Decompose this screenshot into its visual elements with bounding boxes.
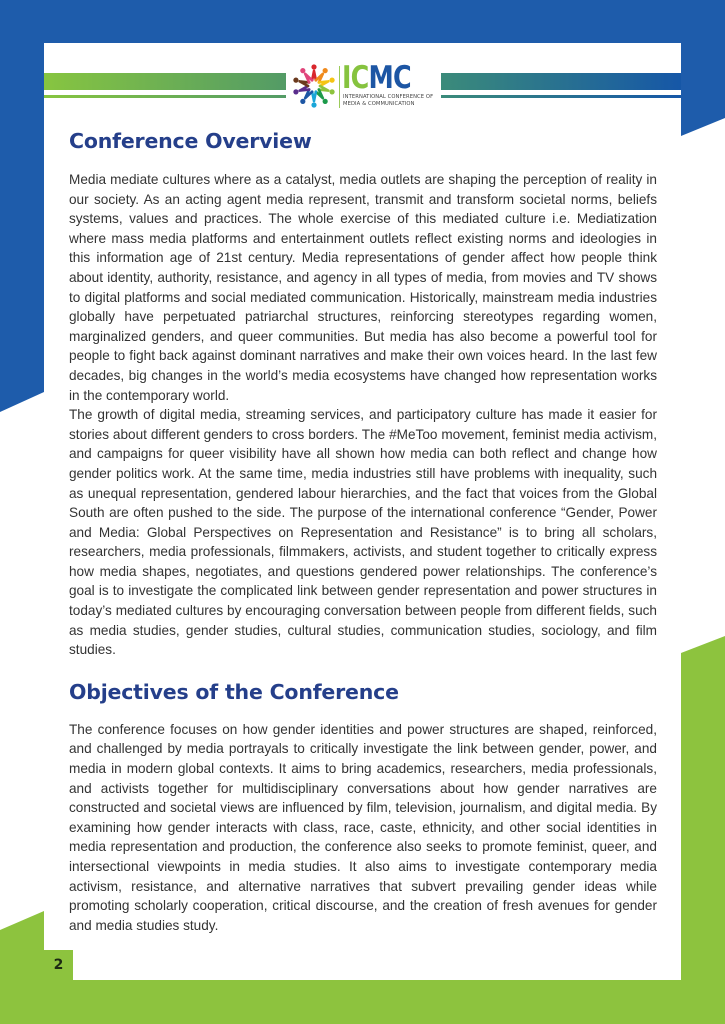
logo-wordmark-blue: MC (368, 60, 411, 96)
emblem-figure-body (312, 92, 316, 101)
page-content (69, 126, 657, 935)
emblem-figure-head (300, 68, 305, 73)
people-circle-emblem-icon (292, 63, 336, 109)
logo-divider (339, 66, 340, 108)
header-bar-left (44, 73, 286, 90)
header-rule-right (441, 95, 681, 98)
emblem-figure-head (300, 99, 305, 104)
emblem-figure-head (293, 89, 298, 94)
emblem-figure-head (311, 102, 316, 107)
logo-wordmark-green: IC (342, 60, 369, 96)
emblem-figure-head (323, 99, 328, 104)
logo-subtitle (343, 94, 443, 107)
header-bar-right (441, 73, 681, 90)
right-green-band (681, 636, 725, 1024)
logo-subtitle-line1: INTERNATIONAL CONFERENCE OF (343, 94, 434, 100)
emblem-figure-head (329, 78, 334, 83)
emblem-figure-head (311, 64, 316, 69)
logo-subtitle-line2: MEDIA & COMMUNICATION (343, 100, 415, 107)
header-rule-left (44, 95, 286, 98)
emblem-figure-head (323, 68, 328, 73)
section-heading-overview: Conference Overview (69, 129, 312, 153)
logo-wordmark (342, 62, 411, 94)
left-blue-band (0, 0, 44, 412)
overview-paragraph-2: The growth of digital media, streaming services, and participatory culture has made it easier for stories about different genders to cross borders. The #MeToo movement, feminist media activism, and campaigns for queer visibility have all shown how media can both reflect and change how gender politics work. At the same time, media industries still have problems with inequality, such as unequal representation, gendered labour hierarchies, and the fact that voices from the Global South are often pushed to the side. The purpose of the international conference “Gender, Power and Media: Global Perspectives on Representation and Resistance” is to bring all scholars, researchers, media professionals, filmmakers, activists, and student together to critically express how media shapes, negotiates, and questions gendered power relationships. The conference’s goal is to investigate the complicated link between gender representation and power structures in today’s mediated cultures by encouraging conversation between people from different fields, such as media studies, gender studies, cultural studies, communication studies, sociology, and film studies. (69, 407, 657, 658)
icmc-logo (292, 60, 438, 111)
emblem-figure-body (312, 71, 316, 80)
page-number: 2 (44, 950, 73, 980)
right-blue-band (681, 0, 725, 136)
top-blue-band (0, 0, 725, 43)
emblem-figure-head (293, 78, 298, 83)
objectives-paragraph: The conference focuses on how gender identities and power structures are shaped, reinforced, and challenged by media portrayals to critically investigate the link between gender, power, and media in modern global contexts. It aims to bring academics, researchers, media professionals, and activists together for multidisciplinary conversations about how gender narratives are constructed and societal views are influenced by film, television, journalism, and digital media. By examining how gender interacts with class, race, caste, ethnicity, and other social identities in media representation and production, the conference also seeks to promote feminist, queer, and intersectional viewpoints in media studies. It also aims to investigate contemporary media activism, resistance, and alternative narratives that subvert prevailing gender ideas while promoting scholarly cooperation, critical discourse, and the creation of fresh avenues for gender and media studies study. (69, 721, 657, 933)
section-heading-objectives: Objectives of the Conference (69, 679, 399, 704)
overview-paragraph-1: Media mediate cultures where as a catalyst, media outlets are shaping the perception of reality in our society. As an acting agent media represent, transmit and transform societal norms, beliefs systems, values and practices. The whole exercise of this mediated culture i.e. Mediatization where mass media platforms and entertainment outlets reflect existing norms and ideologies in this information age of 21st century. Media representations of gender affect how people think about identity, authority, resistance, and agency in all types of media, from movies and TV shows to digital platforms and social mediated communication. Historically, mainstream media industries globally have perpetuated patriarchal structures, reinforcing stereotypes regarding women, marginalized genders, and queer communities. But media has also become a powerful tool for people to fight back against dominant narratives and make their own voices heard. In the last few decades, big changes in the world’s media ecosystems have changed how representation works in the contemporary world. (69, 172, 657, 403)
bottom-green-band (0, 980, 725, 1024)
emblem-figure-head (329, 89, 334, 94)
